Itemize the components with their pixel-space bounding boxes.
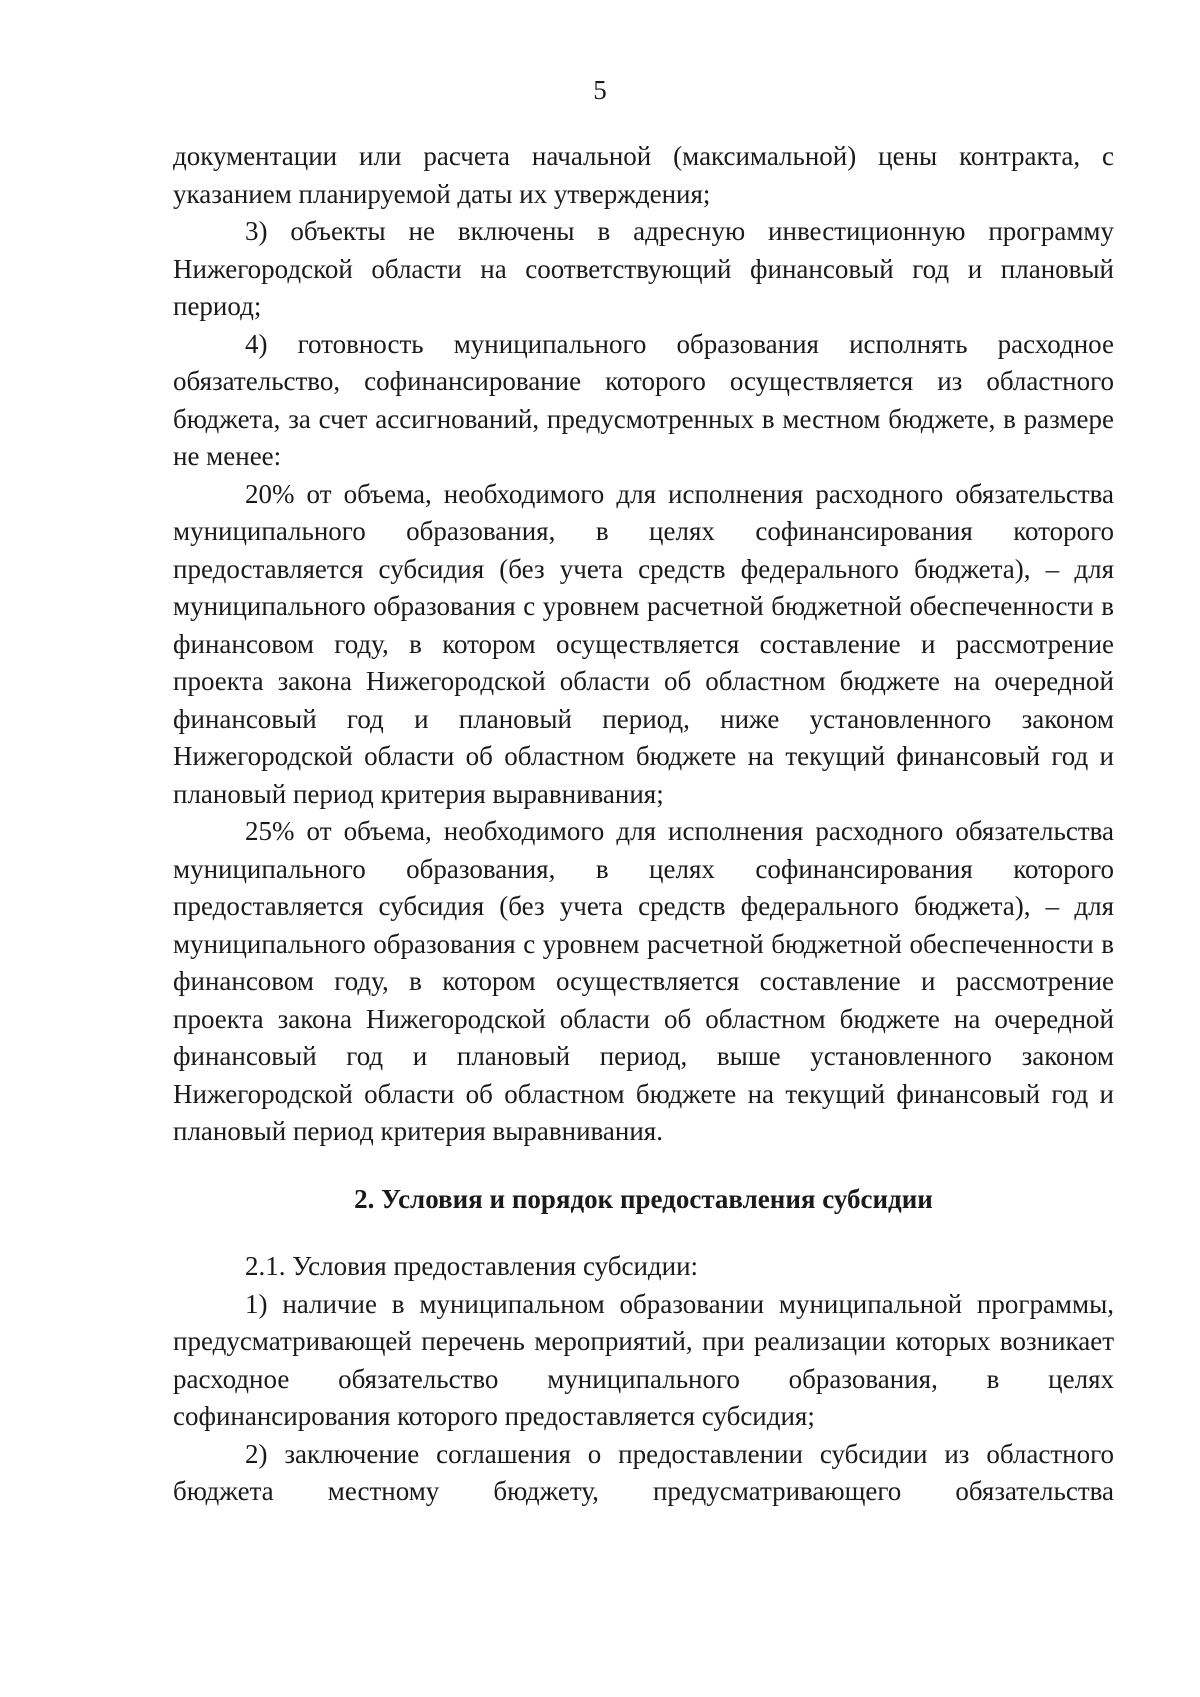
document-body [173, 138, 1114, 1511]
subsection-2-1: 2.1. Условия предоставления субсидии: [245, 1251, 699, 1281]
list-item-3: 3) объекты не включены в адресную инвестиционную программу Нижегородской области на соответствующий финансовый год и плановый период; [173, 216, 1114, 321]
condition-item-1: 1) наличие в муниципальном образовании муниципальной программы, предусматривающей перечень мероприятий, при реализации которых возникает расходное обязательство муниципального образования, в целях софинансирования которого предоставляется субсидия; [173, 1288, 1114, 1431]
paragraph-20-percent: 20% от объема, необходимого для исполнения расходного обязательства муниципального образования, в целях софинансирования которого предоставляется субсидия (без учета средств федерального бюджета), – для муниципального образования с уровнем расчетной бюджетной обеспеченности в финансовом году, в котором осуществляется составление и рассмотрение проекта закона Нижегородской области об областном бюджете на очередной финансовый год и плановый период, ниже установленного законом Нижегородской области об областном бюджете на текущий финансовый год и плановый период критерия выравнивания; [173, 478, 1114, 809]
list-item-4: 4) готовность муниципального образования исполнять расходное обязательство, софинансирование которого осуществляется из областного бюджета, за счет ассигнований, предусмотренных в местном бюджете, в размере не менее: [173, 328, 1114, 471]
paragraph-continuation: документации или расчета начальной (максимальной) цены контракта, с указанием планируемой даты их утверждения; [173, 141, 1114, 209]
section-heading: 2. Условия и порядок предоставления субсидии [354, 1183, 933, 1214]
page-number: 5 [593, 75, 607, 105]
condition-item-2: 2) заключение соглашения о предоставлении субсидии из областного бюджета местному бюджету, предусматривающего обязательства [173, 1438, 1114, 1506]
paragraph-25-percent: 25% от объема, необходимого для исполнения расходного обязательства муниципального образования, в целях софинансирования которого предоставляется субсидия (без учета средств федерального бюджета), – для муниципального образования с уровнем расчетной бюджетной обеспеченности в финансовом году, в котором осуществляется составление и рассмотрение проекта закона Нижегородской области об областном бюджете на очередной финансовый год и плановый период, выше установленного законом Нижегородской области об областном бюджете на текущий финансовый год и плановый период критерия выравнивания. [173, 816, 1114, 1146]
